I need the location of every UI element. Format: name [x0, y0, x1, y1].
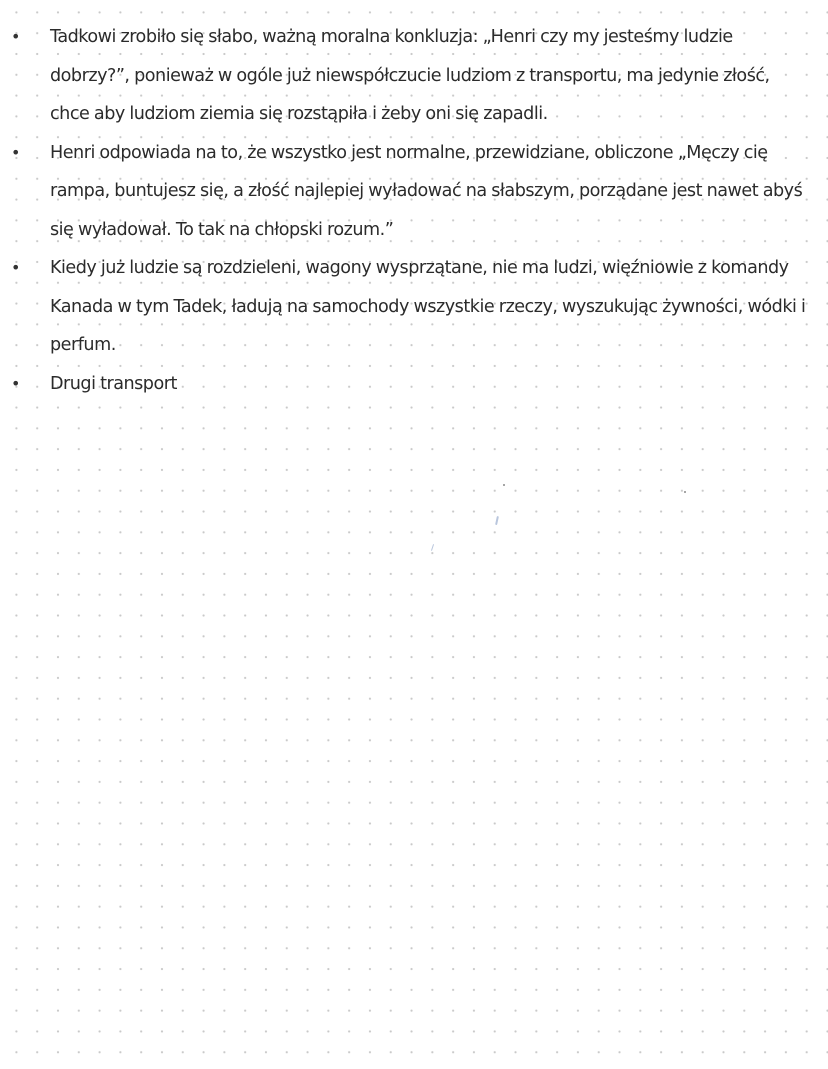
note-text: Tadkowi zrobiło się słabo, ważną moralna konkluzja: „Henri czy my jesteśmy ludzie dobrzy?”, ponieważ w ogóle już niewspółczucie ludziom z transportu, ma jedynie złość, chce aby ludziom ziemia się rozstąpiła i żeby oni się zapadli.: [50, 27, 770, 124]
stray-pen-mark: [684, 491, 686, 493]
stray-pen-mark: [431, 544, 434, 551]
list-item: [0, 365, 828, 404]
note-text: Henri odpowiada na to, że wszystko jest normalne, przewidziane, obliczone „Męczy cię rampa, buntujesz się, a złość najlepiej wyładować na słabszym, porządane jest nawet abyś się wyładował. To tak na chłopski rozum.”: [50, 142, 803, 240]
bullet-point: •: [11, 27, 20, 46]
list-item: [0, 249, 828, 365]
note-text: Kiedy już ludzie są rozdzieleni, wagony wysprzątane, nie ma ludzi, więźniowie z komandy Kanada w tym Tadek, ładują na samochody wszystkie rzeczy, wyszukując żywności, wódki i perfum.: [50, 258, 806, 355]
list-item: [0, 18, 828, 134]
note-text: Drugi transport: [50, 373, 177, 394]
stray-pen-mark: [503, 484, 505, 486]
bullet-point: •: [11, 142, 20, 162]
bullet-list: [0, 18, 828, 403]
list-item: [0, 134, 828, 250]
bullet-point: •: [11, 258, 20, 277]
bullet-point: •: [11, 373, 20, 393]
stray-pen-mark: [495, 516, 498, 525]
